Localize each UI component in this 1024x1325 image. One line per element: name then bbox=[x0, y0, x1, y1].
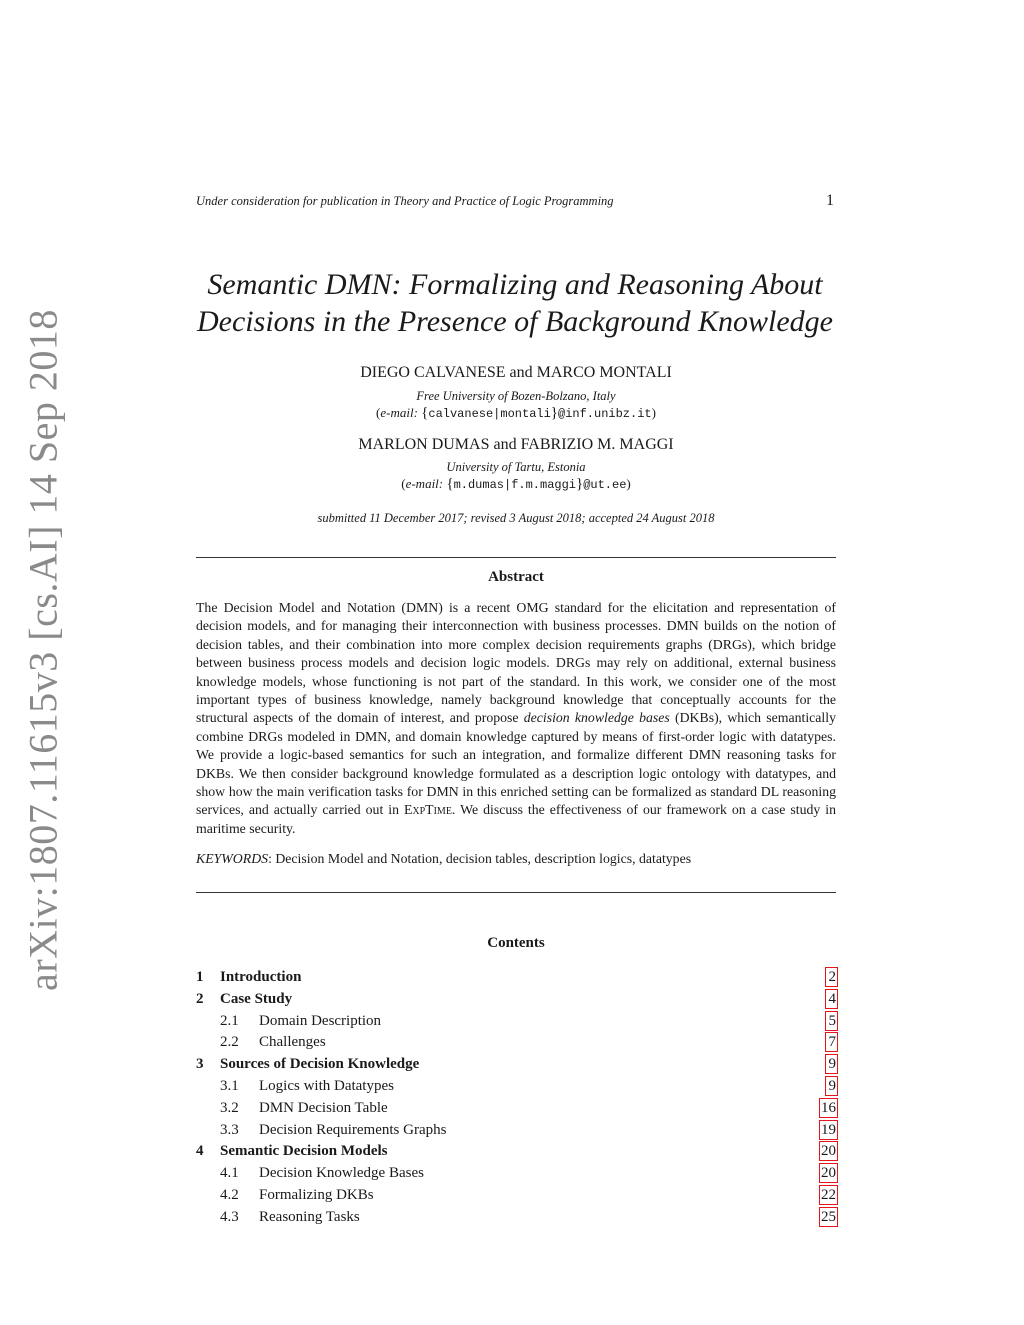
email-line-2: (e-mail: {m.dumas|f.m.maggi}@ut.ee) bbox=[401, 476, 631, 492]
page-number: 1 bbox=[826, 192, 834, 209]
toc-entry-title[interactable]: Case Study bbox=[220, 990, 293, 1007]
abstract-heading: Abstract bbox=[488, 569, 544, 585]
contents-heading: Contents bbox=[487, 935, 545, 951]
toc-page-link[interactable]: 2 bbox=[825, 967, 838, 987]
toc-entry[interactable] bbox=[196, 1097, 838, 1119]
toc-entry-number: 4 bbox=[196, 1143, 204, 1160]
toc-entry[interactable] bbox=[196, 1075, 838, 1097]
toc-page-link[interactable]: 16 bbox=[821, 1099, 836, 1116]
keywords-text: : Decision Model and Notation, decision tables, description logics, datatypes bbox=[268, 851, 692, 866]
abstract-text-3: . We discuss the effectiveness of our framework on a case study in maritime security. bbox=[196, 802, 836, 836]
email-label-1: e-mail: bbox=[380, 405, 418, 420]
toc-entry-number: 3 bbox=[196, 1056, 204, 1073]
email-label-2: e-mail: bbox=[405, 476, 444, 491]
toc-entry-number: 3.1 bbox=[220, 1078, 239, 1094]
bottom-rule bbox=[196, 892, 836, 893]
toc-entry-title[interactable]: Decision Requirements Graphs bbox=[259, 1121, 447, 1138]
abstract-emphasis: decision knowledge bases bbox=[523, 710, 670, 726]
toc-page-link[interactable]: 5 bbox=[825, 1011, 838, 1031]
toc-entry-title[interactable]: Decision Knowledge Bases bbox=[259, 1165, 424, 1182]
author-names-1: DIEGO CALVANESE and MARCO MONTALI bbox=[360, 364, 672, 381]
toc-entry-number: 3.2 bbox=[220, 1099, 239, 1116]
toc-entry[interactable] bbox=[196, 1031, 838, 1053]
toc-entry-title[interactable]: Sources of Decision Knowledge bbox=[220, 1056, 420, 1073]
paper-title bbox=[160, 266, 870, 340]
abstract-text-2: (DKBs), which semantically combine DRGs modeled in DMN, and domain knowledge captured by means of first-order logic with datatypes. We provide a logic-based semantics for such an integration, and formalize different DMN reasoning tasks for DKBs. We then consider background knowledge formulated as a description logic ontology with datatypes, and show how the main verification tasks for DMN in this enriched setting can be formalized as standard DL reasoning services, and actually carried out in bbox=[196, 710, 836, 818]
toc-entry-title[interactable]: Logics with Datatypes bbox=[259, 1078, 394, 1094]
toc-entry-title[interactable]: DMN Decision Table bbox=[259, 1099, 388, 1116]
toc-entry-title[interactable]: Semantic Decision Models bbox=[220, 1143, 388, 1160]
affiliation-2: University of Tartu, Estonia bbox=[446, 460, 586, 474]
arxiv-identifier[interactable]: arXiv:1807.11615v3 [cs.AI] 14 Sep 2018 bbox=[20, 309, 66, 991]
toc-entry[interactable] bbox=[196, 1184, 838, 1206]
toc-page-link[interactable]: 9 bbox=[825, 1076, 838, 1096]
toc-page-link[interactable]: 7 bbox=[825, 1032, 838, 1052]
toc-page-link[interactable]: 22 bbox=[821, 1187, 836, 1203]
email-domain-1[interactable]: @inf.unibz.it bbox=[558, 407, 652, 421]
toc-page-link[interactable]: 19 bbox=[821, 1121, 836, 1138]
top-rule bbox=[196, 557, 836, 558]
toc-entry-title[interactable]: Introduction bbox=[220, 969, 302, 985]
toc-page-link[interactable]: 9 bbox=[825, 1054, 838, 1074]
toc-entry-number: 4.1 bbox=[220, 1165, 239, 1182]
abstract-body bbox=[196, 599, 836, 838]
toc-entry-number: 2.2 bbox=[220, 1034, 239, 1051]
toc-entry[interactable] bbox=[196, 1162, 838, 1184]
toc-entry[interactable] bbox=[196, 1119, 838, 1141]
toc-entry[interactable] bbox=[196, 1053, 838, 1075]
toc-entry[interactable] bbox=[196, 988, 838, 1010]
title-line-1: Semantic DMN: Formalizing and Reasoning About bbox=[207, 268, 823, 301]
toc-page-link[interactable]: 20 bbox=[821, 1165, 836, 1182]
toc-entry[interactable] bbox=[196, 1140, 838, 1162]
email-line-1: (e-mail: {calvanese|montali}@inf.unibz.it) bbox=[376, 405, 656, 421]
running-head: Under consideration for publication in Theory and Practice of Logic Programming bbox=[196, 194, 614, 208]
toc-entry-number: 2.1 bbox=[220, 1012, 239, 1029]
toc-entry-number: 3.3 bbox=[220, 1121, 239, 1138]
abstract-text-1: The Decision Model and Notation (DMN) is a recent OMG standard for the elicitation and representation of decision models, and for managing their interconnection with business processes. DMN builds on the notion of decision tables, and their combination into more complex decision requirements graphs (DRGs), which bridge between business process models and decision logic models. DRGs may rely on additional, external business knowledge models, whose functioning is not part of the standard. In this work, we consider one of the most important types of business knowledge, namely background knowledge that conceptually accounts for the structural aspects of the domain of interest, and propose bbox=[196, 600, 836, 726]
toc-entry-title[interactable]: Domain Description bbox=[259, 1012, 382, 1029]
toc-page-link[interactable]: 20 bbox=[821, 1143, 836, 1160]
email-local-2[interactable]: m.dumas|f.m.maggi bbox=[453, 478, 576, 492]
toc-page-link[interactable]: 25 bbox=[821, 1208, 836, 1225]
exptime-term: ExpTime bbox=[403, 802, 452, 818]
keywords-label: KEYWORDS bbox=[196, 851, 269, 866]
toc-entry-title[interactable]: Challenges bbox=[259, 1034, 326, 1051]
toc-entry-title[interactable]: Formalizing DKBs bbox=[259, 1187, 374, 1203]
toc-entry-number: 4.3 bbox=[220, 1208, 239, 1225]
author-names-2: MARLON DUMAS and FABRIZIO M. MAGGI bbox=[358, 436, 674, 453]
submission-history: submitted 11 December 2017; revised 3 August 2018; accepted 24 August 2018 bbox=[317, 511, 715, 525]
toc-entry[interactable] bbox=[196, 966, 838, 988]
arxiv-stamp bbox=[0, 0, 90, 1325]
keywords bbox=[196, 851, 836, 867]
toc-entry[interactable] bbox=[196, 1010, 838, 1032]
toc-entry-number: 1 bbox=[196, 969, 204, 985]
title-line-2: Decisions in the Presence of Background Knowledge bbox=[197, 305, 833, 338]
email-domain-2[interactable]: @ut.ee bbox=[583, 478, 627, 492]
toc-entry-number: 2 bbox=[196, 990, 204, 1007]
toc-entry[interactable] bbox=[196, 1206, 838, 1228]
toc-page-link[interactable]: 4 bbox=[825, 989, 838, 1009]
toc-entry-number: 4.2 bbox=[220, 1187, 239, 1203]
affiliation-1: Free University of Bozen-Bolzano, Italy bbox=[416, 389, 616, 403]
toc-entry-title[interactable]: Reasoning Tasks bbox=[259, 1208, 360, 1225]
email-local-1[interactable]: calvanese|montali bbox=[428, 407, 551, 421]
